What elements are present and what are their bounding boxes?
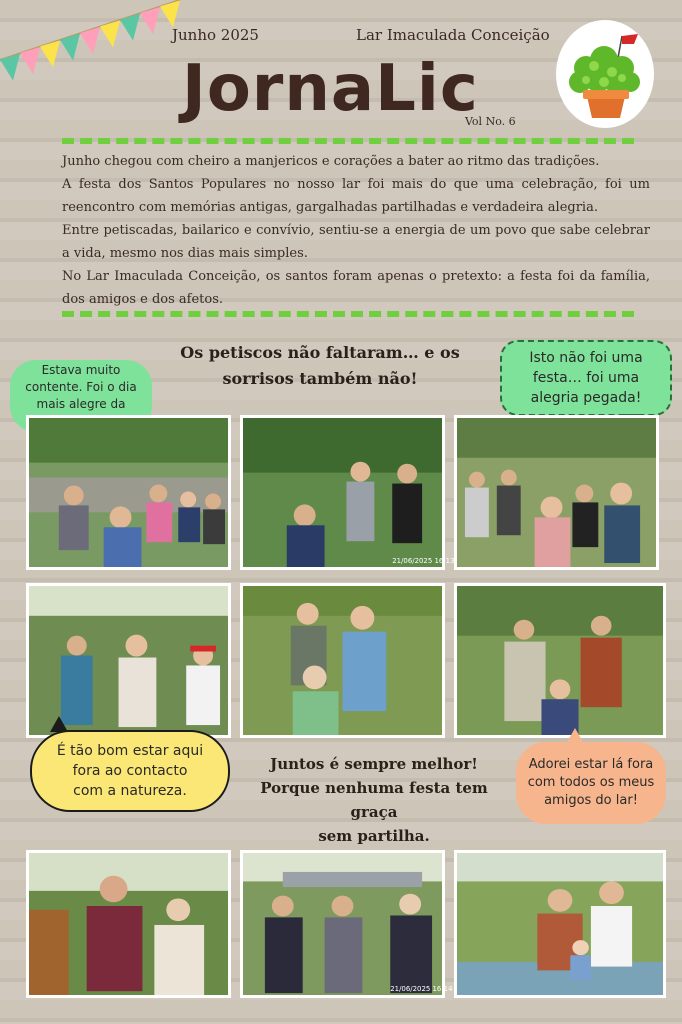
intro-article xyxy=(62,150,650,311)
headline-line: Os petiscos não faltaram… e os xyxy=(180,343,460,362)
red-flag-icon xyxy=(622,34,638,44)
divider-bottom xyxy=(62,311,634,317)
intro-paragraph: Junho chegou com cheiro a manjericos e corações a bater ao ritmo das tradições. xyxy=(62,154,600,169)
section-headline-juntos xyxy=(236,752,512,848)
newsletter-title: JornaLic xyxy=(182,52,479,126)
bubble-tail xyxy=(566,728,584,744)
event-photo-1 xyxy=(26,415,231,570)
speech-bubble-quote-1: Estava muito contente. Foi o dia mais alegre da xyxy=(10,360,152,432)
care-home-name: Lar Imaculada Conceição xyxy=(356,26,550,44)
bunting-flag xyxy=(140,7,160,34)
intro-paragraph: Entre petiscadas, bailarico e convívio, sentiu-se a energia de um povo que sabe celebrar a vida, mesmo nos dias mais simples. xyxy=(62,223,650,261)
photo-timestamp: 21/06/2025 16:14 xyxy=(390,985,453,994)
event-photo-3 xyxy=(454,415,659,570)
bunting-flag xyxy=(40,40,60,67)
bunting-flag xyxy=(20,47,40,74)
bunting-decoration-icon xyxy=(0,0,190,100)
section-headline-petiscos xyxy=(160,340,480,392)
headline-line: sorrisos também não! xyxy=(222,369,418,388)
event-photo-6 xyxy=(454,583,666,738)
speech-bubble-quote-2: Isto não foi uma festa… foi uma alegria pegada! xyxy=(500,340,672,416)
speech-bubble-quote-3: É tão bom estar aqui fora ao contacto com a natureza. xyxy=(30,730,230,812)
bunting-flag xyxy=(120,14,140,41)
event-photo-7 xyxy=(26,850,231,998)
headline-line: Juntos é sempre melhor! xyxy=(270,755,478,773)
photo-timestamp: 21/06/2025 16:13 xyxy=(392,557,455,566)
event-photo-2 xyxy=(240,415,455,570)
intro-paragraph: No Lar Imaculada Conceição, os santos foram apenas o pretexto: a festa foi da família, dos amigos e dos afetos. xyxy=(62,269,650,307)
bunting-flag xyxy=(160,0,180,27)
headline-line: Porque nenhuma festa tem graça xyxy=(260,779,488,821)
event-photo-9 xyxy=(454,850,666,998)
bunting-flag xyxy=(80,27,100,54)
issue-month: Junho 2025 xyxy=(172,26,259,44)
headline-line: sem partilha. xyxy=(318,827,430,845)
speech-bubble-quote-4: Adorei estar lá fora com todos os meus amigos do lar! xyxy=(516,742,666,824)
divider-top xyxy=(62,138,634,144)
bunting-flag xyxy=(0,54,20,81)
event-photo-8 xyxy=(240,850,453,998)
issue-volume: Vol No. 6 xyxy=(465,115,516,128)
event-photo-5 xyxy=(240,583,445,738)
bunting-flag xyxy=(60,34,80,61)
bubble-tail xyxy=(50,716,68,732)
intro-paragraph: A festa dos Santos Populares no nosso lar foi mais do que uma celebração, foi um reencontro com memórias antigas, gargalhadas partilhadas e verdadeira alegria. xyxy=(62,177,650,215)
event-photo-4 xyxy=(26,583,231,738)
basil-pot-icon xyxy=(556,20,654,128)
bunting-flag xyxy=(100,20,120,47)
